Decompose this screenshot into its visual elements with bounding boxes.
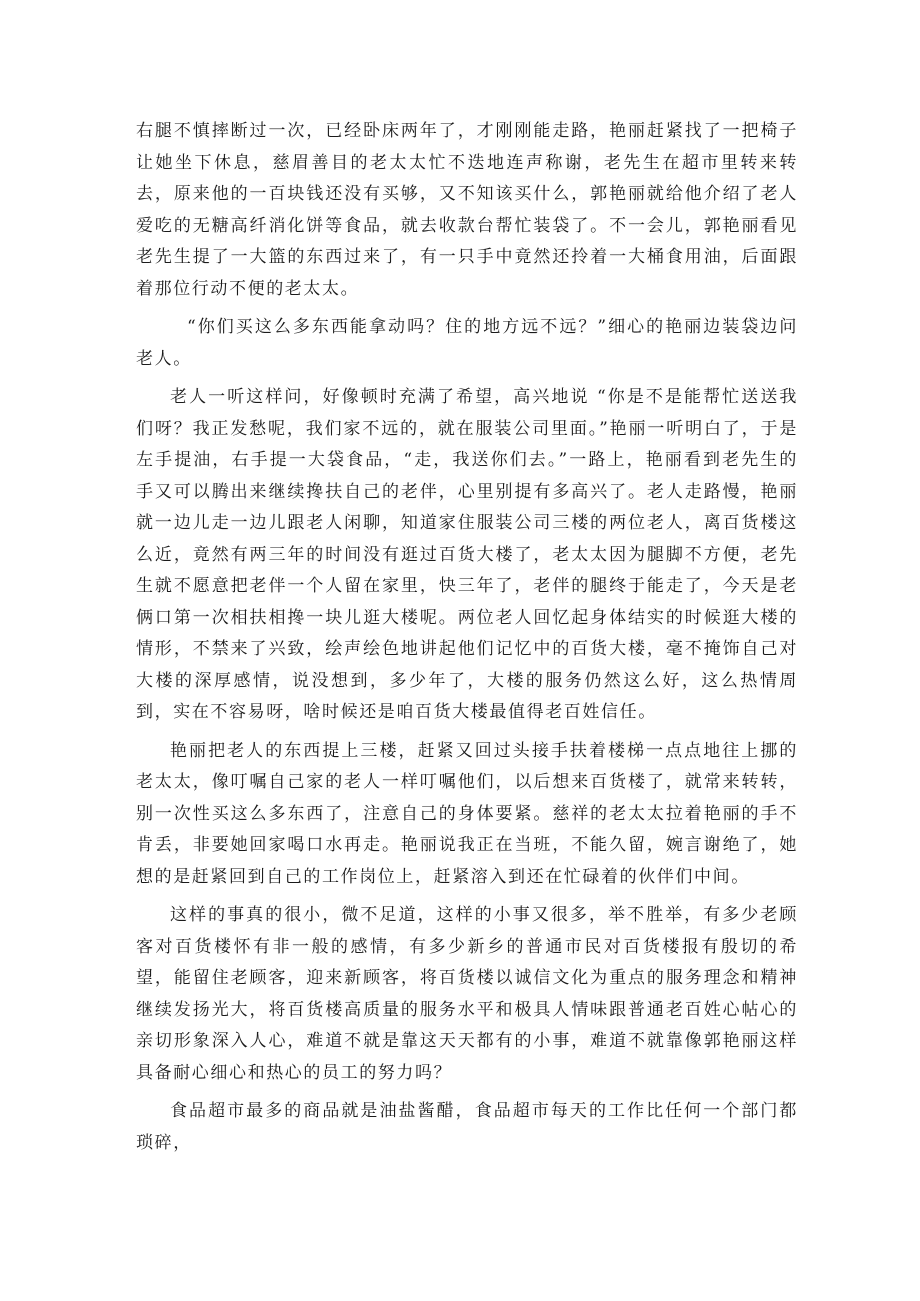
paragraph-3: 老人一听这样问，好像顿时充满了希望，高兴地说 “你是不是能帮忙送送我们呀？我正发愁呢，我们家不远的，就在服装公司里面。”艳丽一听明白了，于是左手提油，右手提一大袋食品，“走，我送你们去。”一路上，艳丽看到老先生的手又可以腾出来继续搀扶自己的老伴，心里别提有多高兴了。老人走路慢，艳丽就一边儿走一边儿跟老人闲聊，知道家住服装公司三楼的两位老人，离百货楼这么近，竟然有两三年的时间没有逛过百货大楼了，老太太因为腿脚不方便，老先生就不愿意把老伴一个人留在家里，快三年了，老伴的腿终于能走了，今天是老俩口第一次相扶相搀一块儿逛大楼呢。两位老人回忆起身体结实的时候逛大楼的情形，不禁来了兴致，绘声绘色地讲起他们记忆中的百货大楼，毫不掩饰自己对大楼的深厚感情，说没想到，多少年了，大楼的服务仍然这么好，这么热情周到，实在不容易呀，啥时候还是咱百货大楼最值得老百姓信任。 [136,387,798,722]
paragraph-2: “你们买这么多东西能拿动吗？住的地方远不远？”细心的艳丽边装袋边问老人。 [136,317,798,369]
paragraph-6: 食品超市最多的商品就是油盐酱醋，食品超市每天的工作比任何一个部门都琐碎， [136,1101,798,1153]
paragraph-5: 这样的事真的很小，微不足道，这样的小事又很多，举不胜举，有多少老顾客对百货楼怀有非一般的感情，有多少新乡的普通市民对百货楼报有殷切的希望，能留住老顾客，迎来新顾客，将百货楼以诚信文化为重点的服务理念和精神继续发扬光大，将百货楼高质量的服务水平和极具人情味跟普通老百姓心帖心的亲切形象深入人心，难道不就是靠这天天都有的小事，难道不就靠像郭艳丽这样具备耐心细心和热心的员工的努力吗？ [136,905,798,1083]
paragraph-4: 艳丽把老人的东西提上三楼，赶紧又回过头接手扶着楼梯一点点地往上挪的老太太，像叮嘱自己家的老人一样叮嘱他们，以后想来百货楼了，就常来转转，别一次性买这么多东西了，注意自己的身体要紧。慈祥的老太太拉着艳丽的手不肯丢，非要她回家喝口水再走。艳丽说我正在当班，不能久留，婉言谢绝了，她想的是赶紧回到自己的工作岗位上，赶紧溶入到还在忙碌着的伙伴们中间。 [136,740,798,887]
article-body [136,116,798,1159]
paragraph-1: 右腿不慎摔断过一次，已经卧床两年了，才刚刚能走路，艳丽赶紧找了一把椅子让她坐下休息，慈眉善目的老太太忙不迭地连声称谢，老先生在超市里转来转去，原来他的一百块钱还没有买够，又不知该买什么，郭艳丽就给他介绍了老人爱吃的无糖高纤消化饼等食品，就去收款台帮忙装袋了。不一会儿，郭艳丽看见老先生提了一大篮的东西过来了，有一只手中竟然还拎着一大桶食用油，后面跟着那位行动不便的老太太。 [136,121,798,299]
